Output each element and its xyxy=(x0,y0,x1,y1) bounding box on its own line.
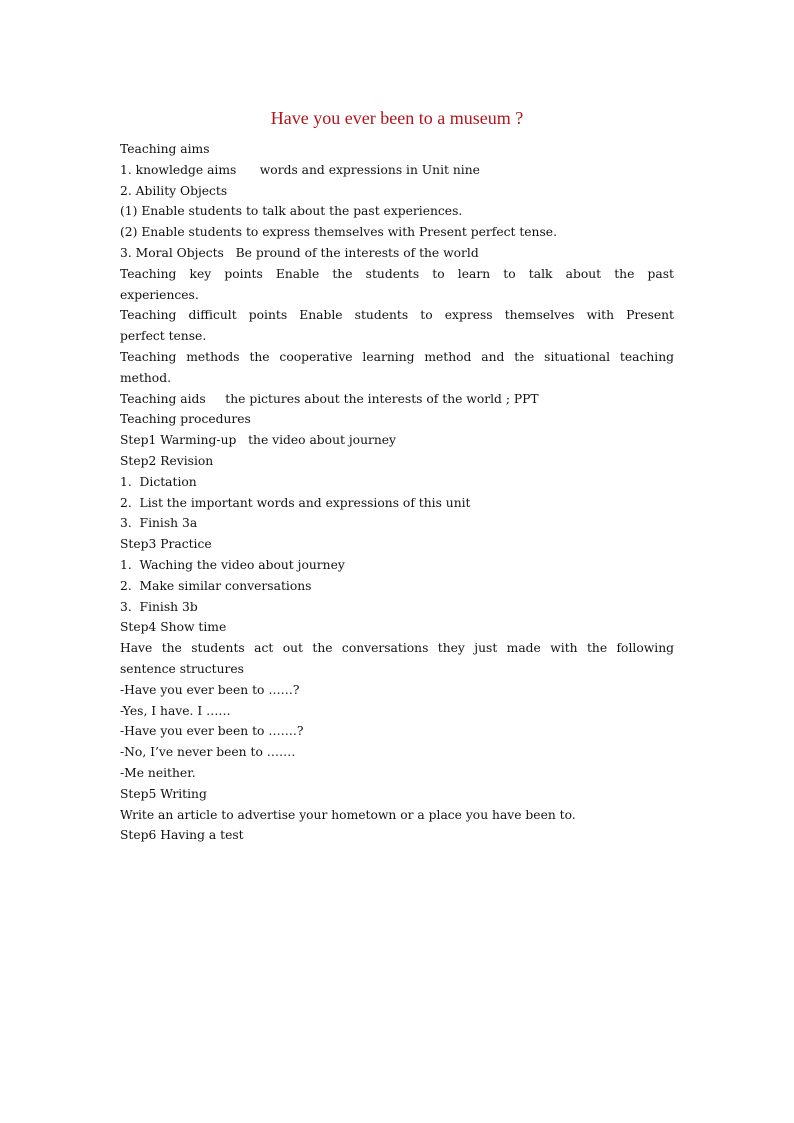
text-line: 2. List the important words and expressions of this unit xyxy=(120,495,471,510)
text-line: 2. Ability Objects xyxy=(120,183,228,198)
text-line: Teaching procedures xyxy=(120,412,251,427)
page-title: Have you ever been to a museum ? xyxy=(270,108,524,128)
text-line: 3. Finish 3a xyxy=(120,516,198,531)
text-line: (2) Enable students to express themselves with Present perfect tense. xyxy=(120,225,557,240)
text-line: -Yes, I have. I …… xyxy=(120,703,231,718)
text-line: 1. knowledge aims words and expressions in Unit nine xyxy=(120,162,480,177)
text-line: Step3 Practice xyxy=(120,537,212,552)
text-line: -Have you ever been to …….? xyxy=(120,724,304,739)
text-line: 2. Make similar conversations xyxy=(120,578,312,593)
text-line: Teaching key points Enable the students to learn to talk about the past xyxy=(120,266,674,281)
text-line: -No, I’ve never been to ……. xyxy=(120,745,296,760)
text-line: Step6 Having a test xyxy=(120,828,244,843)
text-line: Step1 Warming-up the video about journey xyxy=(120,433,397,448)
text-line: Teaching methods the cooperative learning method and the situational teaching xyxy=(120,349,674,364)
text-line: (1) Enable students to talk about the past experiences. xyxy=(120,204,463,219)
text-line: 1. Dictation xyxy=(120,474,197,489)
text-line: Write an article to advertise your hometown or a place you have been to. xyxy=(120,807,576,822)
text-line: -Have you ever been to ……? xyxy=(120,682,300,697)
text-line: Teaching aids the pictures about the interests of the world ; PPT xyxy=(120,391,539,406)
text-line: 3. Moral Objects Be pround of the interests of the world xyxy=(120,245,479,260)
text-line: 3. Finish 3b xyxy=(120,599,198,614)
text-line: Step4 Show time xyxy=(120,620,227,635)
text-line: Teaching aims xyxy=(120,142,210,156)
text-line: Step5 Writing xyxy=(120,786,207,801)
text-line: Step2 Revision xyxy=(120,453,214,468)
document-body xyxy=(120,139,674,846)
text-line: method. xyxy=(120,370,171,385)
text-line: experiences. xyxy=(120,287,199,302)
text-line: Have the students act out the conversations they just made with the following xyxy=(120,641,674,656)
text-line: Teaching difficult points Enable students to express themselves with Present xyxy=(120,308,674,323)
text-line: perfect tense. xyxy=(120,329,207,344)
text-line: -Me neither. xyxy=(120,765,196,780)
text-line: 1. Waching the video about journey xyxy=(120,557,345,572)
text-line: sentence structures xyxy=(120,661,244,676)
